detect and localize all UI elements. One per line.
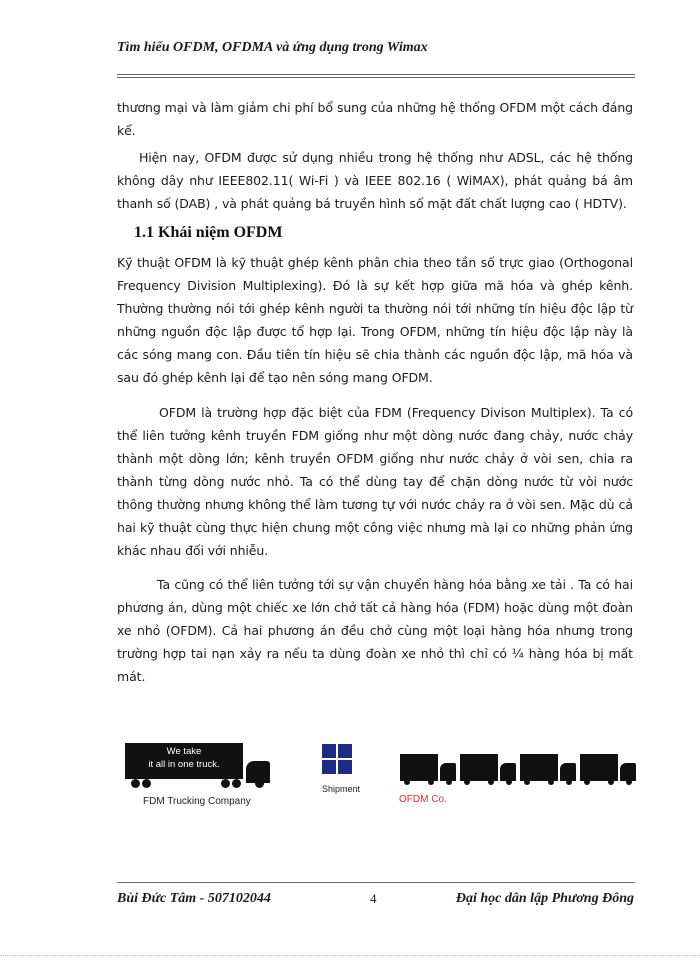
ofdm-label: OFDM Co.	[399, 794, 447, 805]
wheel-icon	[142, 779, 151, 788]
wheel-icon	[131, 779, 140, 788]
fdm-truck-icon	[125, 743, 325, 803]
fdm-ofdm-figure	[117, 740, 637, 815]
truck-text-line1: We take	[166, 746, 202, 757]
paragraph-ofdm-usage	[117, 146, 633, 215]
paragraph-3: Kỹ thuật OFDM là kỹ thuật ghép kênh phân chia theo tần số trực giao (Orthogonal Frequency Division Multiplexing). Đó là sự kết hợp giữa mã hóa và ghép kênh. Thường thường nói tới ghép kênh người ta thường nói tới những tín hiệu độc lập từ những nguồn độc lập được tổ hợp lại. Trong OFDM, những tín hiệu độc lập này là các sóng mang con. Đầu tiên tín hiệu sẽ chia thành các nguồn độc lập, mã hóa và sau đó ghép kênh lại để tạo nên sóng mang OFDM.	[117, 255, 633, 385]
paragraph-fdm-analogy	[117, 401, 633, 562]
truck-trailer	[125, 743, 243, 779]
header-rule	[117, 74, 635, 75]
paragraph-continuation	[117, 96, 633, 142]
header-rule-second	[117, 77, 635, 78]
box-icon	[322, 760, 336, 774]
wheel-icon	[221, 779, 230, 788]
truck-text-line2: it all in one truck.	[148, 759, 220, 770]
box-icon	[322, 744, 336, 758]
shipment-boxes-icon	[322, 744, 372, 799]
box-icon	[338, 744, 352, 758]
footer-institution: Đại học dân lập Phương Đông	[455, 891, 634, 906]
shipment-label: Shipment	[322, 784, 361, 794]
small-truck-icon	[460, 754, 520, 794]
small-truck-icon	[400, 754, 460, 794]
small-truck-icon	[520, 754, 580, 794]
paragraph-definition	[117, 251, 633, 389]
paragraph-truck-analogy	[117, 573, 633, 688]
page-header-title: Tìm hiểu OFDM, OFDMA và ứng dụng trong Wimax	[117, 40, 428, 55]
small-truck-icon	[580, 754, 640, 794]
paragraph-2: Hiện nay, OFDM được sử dụng nhiều trong hệ thống như ADSL, các hệ thống không dây như IEEE802.11( Wi-Fi ) và IEEE 802.16 ( WiMAX), phát quảng bá âm thanh số (DAB) , và phát quảng bá truyền hình số mặt đất chất lượng cao ( HDTV).	[117, 150, 633, 211]
wheel-icon	[255, 779, 264, 788]
fdm-label: FDM Trucking Company	[143, 796, 251, 807]
footer-rule	[117, 882, 635, 883]
footer-author: Bùi Đức Tâm - 507102044	[117, 891, 271, 906]
paragraph-1: thương mại và làm giảm chi phí bổ sung của những hệ thống OFDM một cách đáng kể.	[117, 100, 633, 138]
paragraph-4: OFDM là trường hợp đặc biệt của FDM (Frequency Divison Multiplex). Ta có thể liên tưởng kênh truyền FDM giống như một dòng nước đang chảy, nước chảy thành một dòng lớn; kênh truyền OFDM giống như nước chảy ở vòi sen, chia ra thành từng dòng nước nhỏ. Ta có thể dùng tay để chặn dòng nước từ vòi nước thông thường nhưng không thể làm tương tự với nước chảy ra ở vòi sen. Mặc dù cả hai kỹ thuật cùng thực hiện chung một công việc nhưng mà lại co những phản ứng khác nhau đối với nhiễu.	[117, 405, 633, 558]
page-bottom-border	[0, 955, 700, 956]
box-icon	[338, 760, 352, 774]
paragraph-5: Ta cũng có thể liên tưởng tới sự vận chuyển hàng hóa bằng xe tải . Ta có hai phương án, dùng một chiếc xe lớn chở tất cả hàng hóa (FDM) hoặc dùng một đoàn xe nhỏ (OFDM). Cả hai phương án đều chở cùng một loại hàng hóa nhưng trong trường hợp tai nạn xảy ra nếu ta dùng đoàn xe nhỏ thì chỉ có ¼ hàng hóa bị mất mát.	[117, 577, 633, 684]
page-number: 4	[370, 891, 377, 906]
section-heading: 1.1 Khái niệm OFDM	[134, 224, 283, 241]
wheel-icon	[232, 779, 241, 788]
